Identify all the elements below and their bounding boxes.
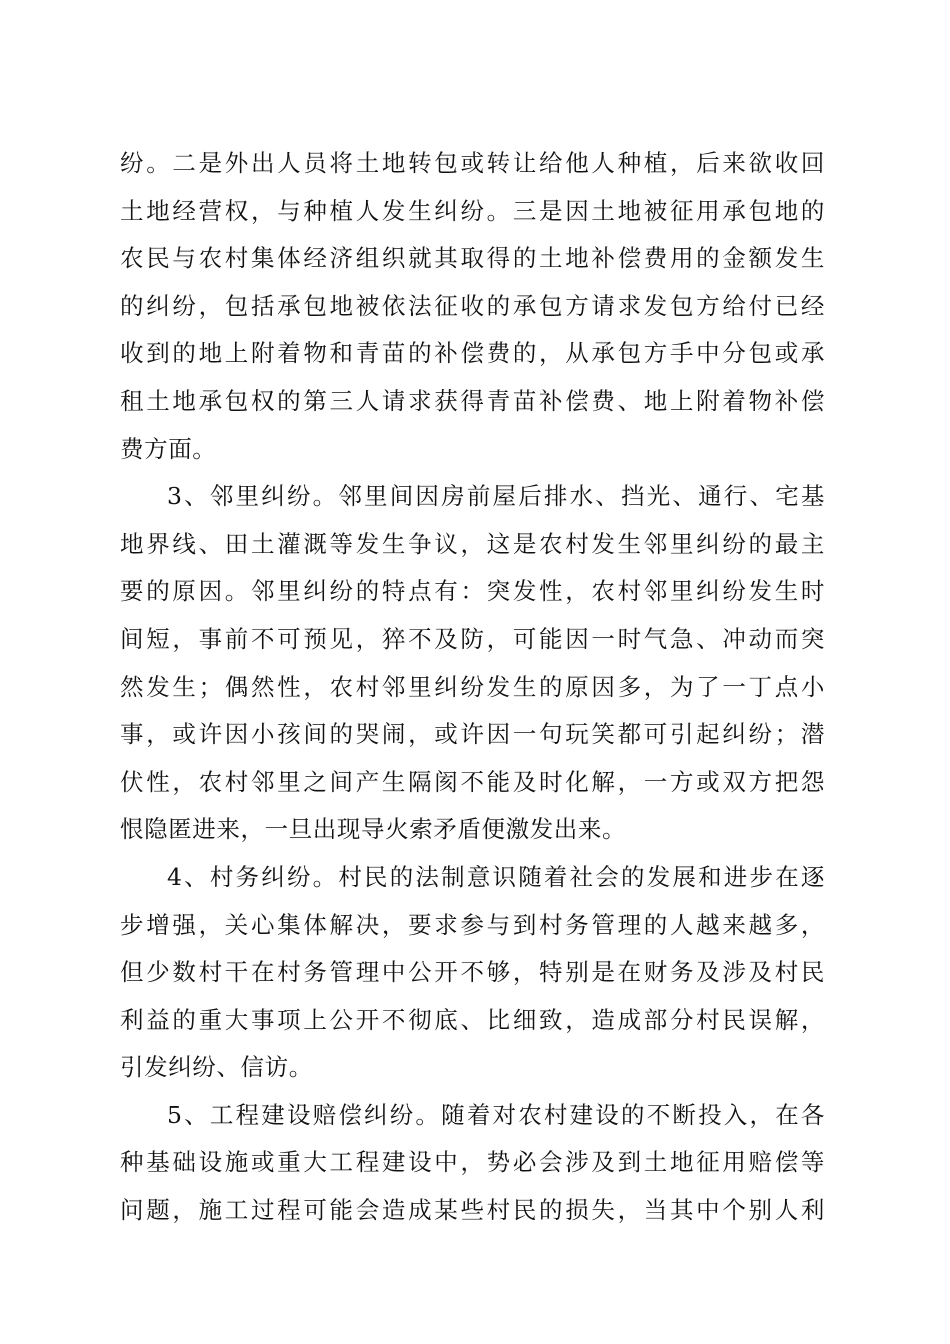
text-line: 引发纠纷、信访。 xyxy=(120,1053,313,1082)
text-line: 步增强，关心集体解决，要求参与到村务管理的人越来越多， xyxy=(120,910,825,939)
text-line: 费方面。 xyxy=(120,434,217,463)
text-line: 3、邻里纠纷。邻里间因房前屋后排水、挡光、通行、宅基 xyxy=(167,482,825,511)
text-line: 地界线、田土灌溉等发生争议，这是农村发生邻里纠纷的最主 xyxy=(120,529,825,558)
body-text xyxy=(120,140,825,1235)
text-line: 问题，施工过程可能会造成某些村民的损失，当其中个别人利 xyxy=(120,1196,825,1225)
text-line: 4、村务纠纷。村民的法制意识随着社会的发展和进步在逐 xyxy=(167,862,825,891)
text-line: 土地经营权，与种植人发生纠纷。三是因土地被征用承包地的 xyxy=(120,196,825,225)
text-line: 农民与农村集体经济组织就其取得的土地补偿费用的金额发生 xyxy=(120,244,825,273)
text-line: 种基础设施或重大工程建设中，势必会涉及到土地征用赔偿等 xyxy=(120,1148,825,1177)
text-line: 但少数村干在村务管理中公开不够，特别是在财务及涉及村民 xyxy=(120,958,825,987)
text-line: 要的原因。邻里纠纷的特点有：突发性，农村邻里纠纷发生时 xyxy=(120,577,825,606)
text-line: 5、工程建设赔偿纠纷。随着对农村建设的不断投入，在各 xyxy=(167,1100,825,1129)
text-line: 利益的重大事项上公开不彻底、比细致，造成部分村民误解， xyxy=(120,1005,825,1034)
text-line: 事，或许因小孩间的哭闹，或许因一句玩笑都可引起纠纷；潜 xyxy=(120,720,825,749)
text-line: 租土地承包权的第三人请求获得青苗补偿费、地上附着物补偿 xyxy=(120,386,825,415)
text-line: 纷。二是外出人员将土地转包或转让给他人种植，后来欲收回 xyxy=(120,149,825,177)
text-line: 然发生；偶然性，农村邻里纠纷发生的原因多，为了一丁点小 xyxy=(120,672,825,701)
text-line: 恨隐匿进来，一旦出现导火索矛盾便激发出来。 xyxy=(120,815,627,844)
text-line: 伏性，农村邻里之间产生隔阂不能及时化解，一方或双方把怨 xyxy=(120,767,825,796)
text-line: 间短，事前不可预见，猝不及防，可能因一时气急、冲动而突 xyxy=(120,624,825,653)
text-line: 收到的地上附着物和青苗的补偿费的，从承包方手中分包或承 xyxy=(120,339,825,368)
text-line: 的纠纷，包括承包地被依法征收的承包方请求发包方给付已经 xyxy=(120,291,825,320)
